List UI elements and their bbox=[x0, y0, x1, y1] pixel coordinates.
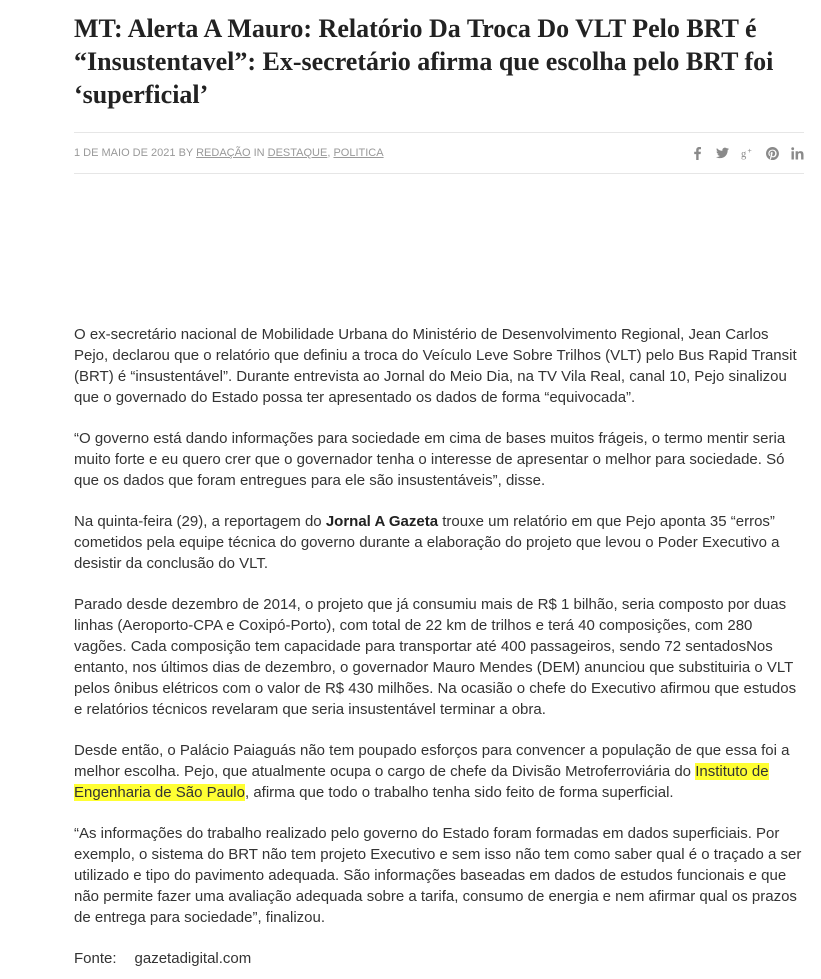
google-plus-icon[interactable] bbox=[741, 146, 754, 160]
category-separator: , bbox=[327, 147, 331, 159]
paragraph-5-text-start: Desde então, o Palácio Paiaguás não tem poupado esforços para convencer a população de que essa foi a melhor escolha. Pejo, que atualmente ocupa o cargo de chefe da Divisão Metroferroviária do bbox=[74, 742, 790, 780]
post-date: 1 DE MAIO DE 2021 bbox=[74, 147, 176, 159]
source-line bbox=[74, 948, 804, 969]
paragraph-3 bbox=[74, 511, 804, 574]
institute-link[interactable]: Instituto de Engenharia de São Paulo bbox=[74, 763, 769, 801]
article-meta-bar bbox=[74, 132, 804, 174]
byline bbox=[74, 147, 384, 159]
paragraph-1: O ex-secretário nacional de Mobilidade Urbana do Ministério de Desenvolvimento Regional, Jean Carlos Pejo, declarou que o relatório que definiu a troca do Veículo Leve Sobre Trilhos (VLT) pelo Bus Rapid Transit (BRT) é “insustentável”. Durante entrevista ao Jornal do Meio Dia, na TV Vila Real, canal 10, Pejo sinalizou que o governado do Estado possa ter apresentado os dados de forma “equivocada”. bbox=[74, 326, 797, 406]
paragraph-3-text-end: trouxe um relatório em que Pejo aponta 35 “erros” cometidos pela equipe técnica do governo durante a elaboração do projeto que levou o Poder Executivo a desistir da conclusão do VLT. bbox=[74, 513, 780, 572]
twitter-icon[interactable] bbox=[716, 146, 729, 160]
svg-text:g: g bbox=[741, 149, 747, 160]
paragraph-5 bbox=[74, 740, 804, 803]
in-label: IN bbox=[253, 147, 265, 159]
source-label: Fonte: bbox=[74, 950, 117, 967]
article bbox=[74, 0, 804, 969]
facebook-icon[interactable] bbox=[691, 146, 704, 160]
article-title: MT: Alerta A Mauro: Relatório Da Troca Do VLT Pelo BRT é “Insustentavel”: Ex-secretário afirma que escolha pelo BRT foi ‘superficial’ bbox=[74, 14, 774, 109]
category-link-destaque[interactable]: DESTAQUE bbox=[267, 147, 328, 159]
share-bar bbox=[691, 146, 804, 160]
by-label: BY bbox=[178, 147, 194, 159]
linkedin-icon[interactable] bbox=[791, 146, 804, 160]
article-body bbox=[74, 324, 804, 969]
pinterest-icon[interactable] bbox=[766, 146, 779, 160]
newspaper-name: Jornal A Gazeta bbox=[325, 513, 439, 530]
author-link[interactable]: REDAÇÃO bbox=[196, 147, 251, 159]
ad-placeholder bbox=[74, 174, 804, 324]
paragraph-2: “O governo está dando informações para sociedade em cima de bases muitos frágeis, o termo mentir seria muito forte e eu quero crer que o governador tenha o interesse de apresentar o melhor para sociedade. Só que os dados que foram entregues para ele são insustentáveis”, disse. bbox=[74, 430, 786, 489]
source-value: gazetadigital.com bbox=[134, 950, 252, 967]
paragraph-3-text-start: Na quinta-feira (29), a reportagem do bbox=[74, 513, 326, 530]
paragraph-5-text-end: , afirma que todo o trabalho tenha sido feito de forma superficial. bbox=[244, 784, 674, 801]
category-link-politica[interactable]: POLITICA bbox=[333, 147, 384, 159]
paragraph-6: “As informações do trabalho realizado pelo governo do Estado foram formadas em dados superficiais. Por exemplo, o sistema do BRT não tem projeto Executivo e sem isso não tem como saber qual é o traçado a ser utilizado e tipo do pavimento adequada. São informações baseadas em dados de estudos funcionais e que não permite fazer uma avaliação adequada sobre a tarifa, consumo de energia e nem afirmar qual os prazos de entrega para sociedade”, finalizou. bbox=[74, 825, 802, 926]
svg-text:+: + bbox=[747, 146, 752, 155]
paragraph-4: Parado desde dezembro de 2014, o projeto que já consumiu mais de R$ 1 bilhão, seria composto por duas linhas (Aeroporto-CPA e Coxipó-Porto), com total de 22 km de trilhos e terá 40 composições, com 280 vagões. Cada composição tem capacidade para transportar até 400 passageiros, sendo 72 sentadosNos entanto, nos últimos dias de dezembro, o governador Mauro Mendes (DEM) anunciou que substituiria o VLT pelos ônibus elétricos com o valor de R$ 430 milhões. Na ocasião o chefe do Executivo afirmou que estudos e relatórios técnicos revelaram que seria insustentável terminar a obra. bbox=[74, 596, 797, 718]
